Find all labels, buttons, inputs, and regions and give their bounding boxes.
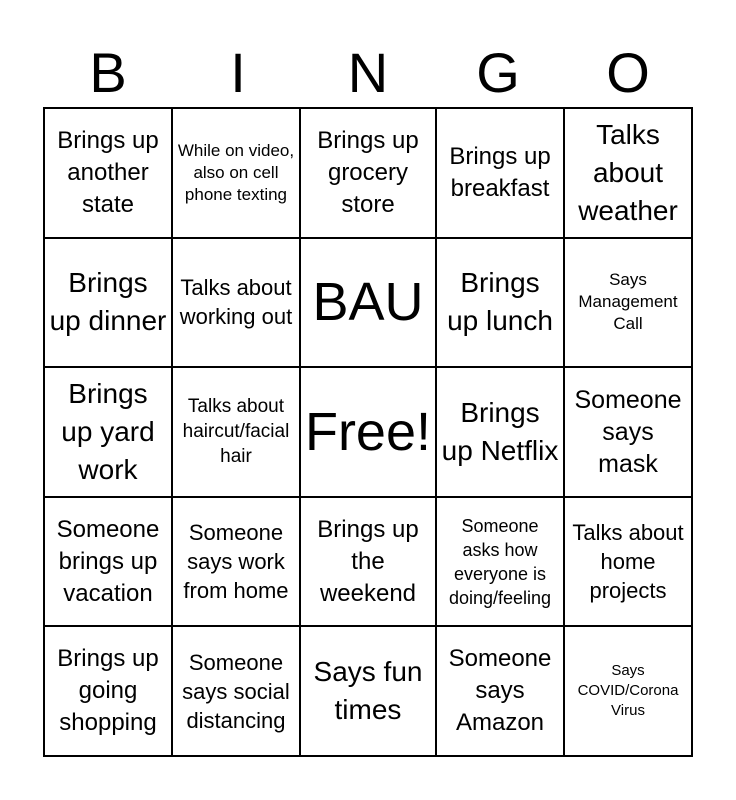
bingo-cell[interactable] — [564, 497, 692, 627]
cell-text: Someone asks how everyone is doing/feeling — [448, 515, 552, 608]
cell-text: Says fun times — [313, 656, 423, 726]
cell-text: Talks about home projects — [572, 520, 684, 604]
bingo-cell[interactable] — [436, 626, 564, 756]
bingo-cell[interactable] — [436, 238, 564, 368]
cell-text: Brings up yard work — [61, 377, 155, 485]
bingo-cell[interactable] — [172, 626, 300, 756]
bingo-cell[interactable] — [300, 626, 436, 756]
bingo-cell[interactable] — [300, 238, 436, 368]
bingo-cell[interactable] — [172, 367, 300, 497]
cell-text: BAU — [312, 272, 424, 333]
cell-text: Someone brings up vacation — [56, 515, 160, 607]
bingo-cell[interactable] — [172, 497, 300, 627]
cell-text: Brings up lunch — [447, 267, 553, 337]
cell-text: Someone says mask — [574, 385, 682, 478]
cell-text: Says COVID/Corona Virus — [577, 662, 679, 720]
bingo-cell[interactable] — [436, 108, 564, 238]
header-letter-b: B — [89, 41, 127, 104]
bingo-cell[interactable] — [44, 367, 172, 497]
bingo-cell[interactable] — [564, 626, 692, 756]
bingo-cell[interactable] — [564, 108, 692, 238]
header-letter-n: N — [347, 41, 389, 104]
cell-text: Someone says social distancing — [182, 649, 290, 733]
cell-text: While on video, also on cell phone texting — [177, 140, 295, 204]
cell-text: Talks about working out — [179, 275, 293, 330]
free-space[interactable] — [300, 367, 436, 497]
header-letter-o: O — [606, 41, 650, 104]
bingo-cell[interactable] — [300, 108, 436, 238]
cell-text: Someone says Amazon — [448, 645, 552, 737]
bingo-cell[interactable] — [44, 238, 172, 368]
cell-text: Brings up grocery store — [317, 126, 419, 218]
cell-text: Someone says work from home — [183, 520, 289, 604]
bingo-cell[interactable] — [564, 238, 692, 368]
bingo-board — [43, 107, 693, 757]
cell-text: Brings up the weekend — [317, 515, 419, 607]
cell-text: Brings up another state — [57, 126, 159, 218]
cell-text: Brings up Netflix — [441, 396, 559, 466]
cell-text: Brings up dinner — [49, 267, 167, 337]
bingo-cell[interactable] — [44, 497, 172, 627]
cell-text: Brings up going shopping — [57, 645, 159, 737]
header-letter-i: I — [230, 41, 246, 104]
bingo-cell[interactable] — [564, 367, 692, 497]
bingo-cell[interactable] — [44, 626, 172, 756]
cell-text: Talks about haircut/facial hair — [182, 396, 290, 468]
bingo-cell[interactable] — [44, 108, 172, 238]
bingo-cell[interactable] — [172, 238, 300, 368]
bingo-cell[interactable] — [436, 367, 564, 497]
bingo-cell[interactable] — [436, 497, 564, 627]
bingo-cell[interactable] — [172, 108, 300, 238]
cell-text: Talks about weather — [578, 118, 678, 226]
header-letter-g: G — [476, 41, 520, 104]
cell-text: Free! — [304, 401, 432, 462]
bingo-header — [43, 38, 693, 108]
cell-text: Brings up breakfast — [449, 142, 551, 202]
bingo-cell[interactable] — [300, 497, 436, 627]
cell-text: Says Management Call — [578, 270, 678, 334]
